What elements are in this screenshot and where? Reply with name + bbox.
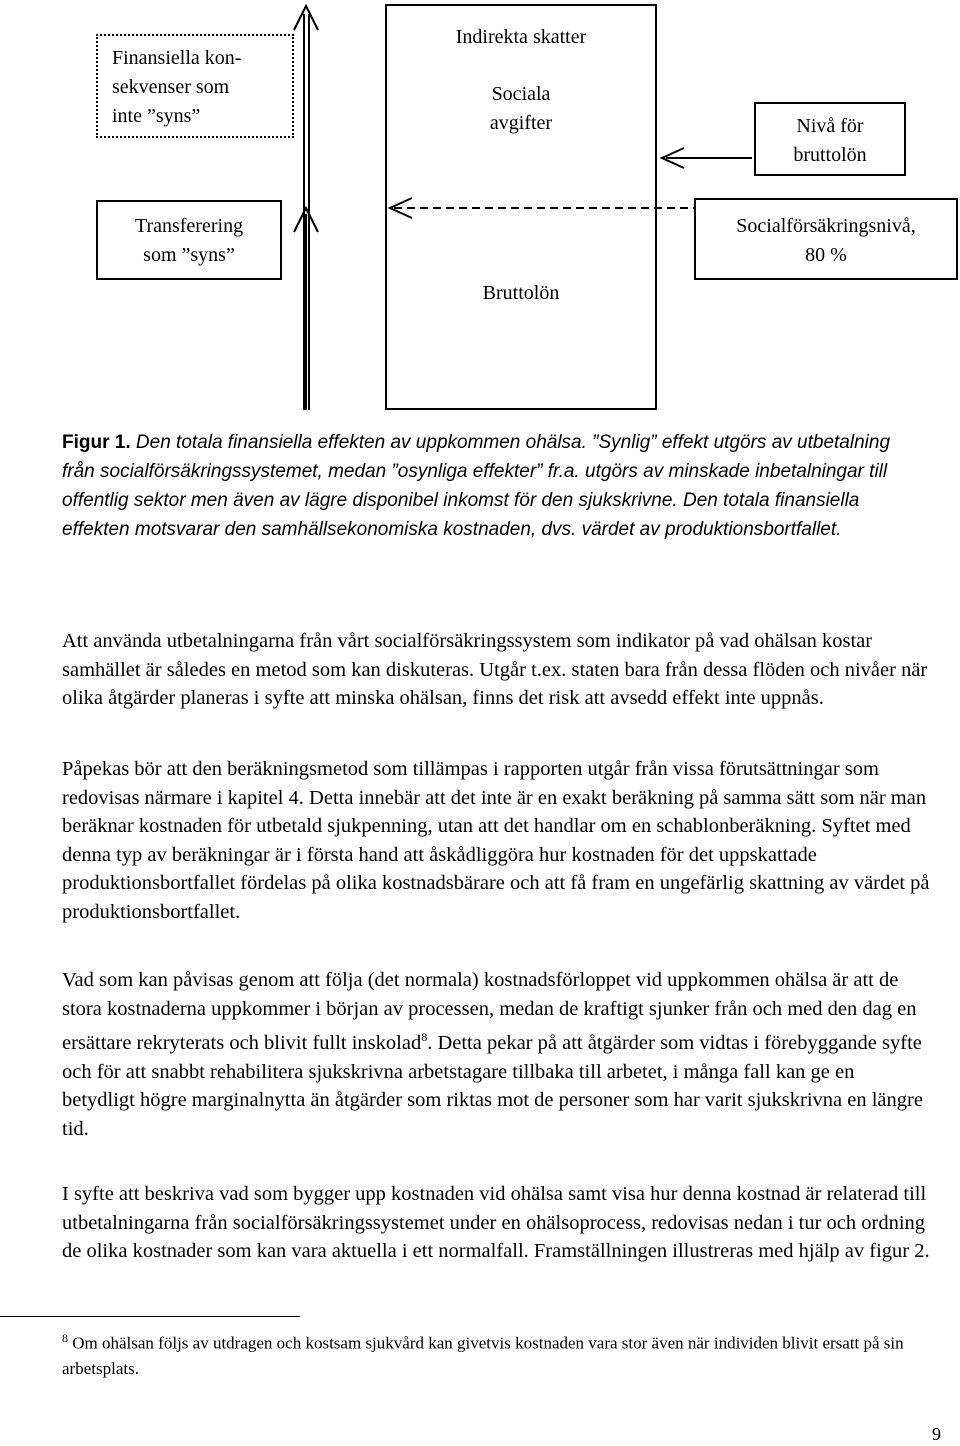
visible-transfer-arrow bbox=[294, 208, 318, 410]
social-level-line-1: Socialförsäkringsnivå, bbox=[736, 215, 916, 237]
paragraph-1: Att använda utbetalningarna från vårt socialförsäkringssystem som indikator på vad ohälsan kostar samhället är således en metod som kan diskuteras. Utgår t.ex. staten bara från dessa flöden och nivåer när olika åtgärder planeras i syfte att minska ohälsan, finns det risk att avsedd effekt inte uppnås. bbox=[62, 630, 928, 710]
transfer-line-2: som ”syns” bbox=[143, 244, 235, 266]
invisible-line-3: inte ”syns” bbox=[112, 105, 201, 127]
paragraph-3 bbox=[62, 966, 932, 1143]
social-fees-line-2: avgifter bbox=[489, 112, 553, 134]
invisible-line-1: Finansiella kon- bbox=[112, 47, 242, 69]
invisible-line-2: sekvenser som bbox=[112, 76, 230, 98]
paragraph-3-text-b: . Detta pekar på att åtgärder som vidtas i förebyggande syfte och för att snabbt rehabilitera sjukskrivna arbetstagare tillbaka till arbetet, i många fall kan ge en betydligt högre marginalnytta än åtgärder som riktas mot de personer som har varit sjukskrivna en längre tid. bbox=[62, 1032, 923, 1140]
figure-caption bbox=[62, 428, 922, 544]
paragraph-4: I syfte att beskriva vad som bygger upp kostnaden vid ohälsa samt visa hur denna kostnad är relaterad till utbetalningarna från socialförsäkringssystemet under en ohälsoprocess, redovisas nedan i tur och ordning de olika kostnader som kan vara aktuella i ett normalfall. Framställningen illustreras med hjälp av figur 2. bbox=[62, 1183, 930, 1263]
invisible-consequences-box bbox=[96, 34, 294, 138]
footnote-text: Om ohälsan följs av utdragen och kostsam sjukvård kan givetvis kostnaden vara stor även när individen blivit ersatt på sin arbetsplats. bbox=[62, 1333, 904, 1378]
footnote bbox=[62, 1326, 942, 1381]
gross-wage-level-box bbox=[754, 102, 906, 176]
transfer-line-1: Transferering bbox=[134, 215, 244, 237]
footnote-separator bbox=[0, 1316, 300, 1317]
paragraph-3-text-a: Vad som kan påvisas genom att följa (det normala) kostnadsförloppet vid uppkommen ohälsa är att de stora kostnaderna uppkommer i början av processen, medan de kraftigt sjunker från och med den dag en ersättare rekryterats och blivit fullt inskolad bbox=[62, 969, 917, 1055]
gross-wage-level-arrow bbox=[662, 148, 752, 168]
social-fees-line-1: Sociala bbox=[491, 83, 551, 105]
gross-wage-box bbox=[385, 4, 657, 410]
gross-wage-label: Bruttolön bbox=[482, 282, 560, 304]
gross-level-line-2: bruttolön bbox=[793, 144, 867, 166]
gross-level-line-1: Nivå för bbox=[796, 115, 864, 137]
indirect-taxes-label: Indirekta skatter bbox=[455, 26, 587, 48]
paragraph-2: Påpekas bör att den beräkningsmetod som tillämpas i rapporten utgår från vissa förutsättningar som redovisas närmare i kapitel 4. Detta innebär att det inte är en exakt beräkning på samma sätt som när man beräknar kostnaden för utbetald sjukpenning, utan att det handlar om en schablonberäkning. Syftet med denna typ av beräkningar är i första hand att åskådliggöra hur kostnaden för det uppskattade produktionsbortfallet fördelas på olika kostnadsbärare och att få fram en ungefärlig skattning av värdet på produktionsbortfallet. bbox=[62, 758, 930, 923]
page-number: 9 bbox=[932, 1424, 941, 1444]
footnote-number: 8 bbox=[62, 1331, 68, 1345]
visible-transfer-box bbox=[96, 200, 282, 280]
social-insurance-level-box bbox=[694, 198, 958, 280]
footnote-ref[interactable]: 8 bbox=[421, 1030, 428, 1045]
social-fees-label bbox=[387, 80, 655, 138]
caption-text: Den totala finansiella effekten av uppkommen ohälsa. ”Synlig” effekt utgörs av utbetalning från socialförsäkringssystemet, medan ”osynliga effekter” fr.a. utgörs av minskade inbetalningar till offentlig sektor men även av lägre disponibel inkomst för den sjukskrivne. Den totala finansiella effekten motsvarar den samhällsekonomiska kostnaden, dvs. värdet av produktionsbortfallet. bbox=[62, 432, 891, 540]
social-level-line-2: 80 % bbox=[805, 244, 847, 266]
caption-lead: Figur 1. bbox=[62, 432, 131, 453]
